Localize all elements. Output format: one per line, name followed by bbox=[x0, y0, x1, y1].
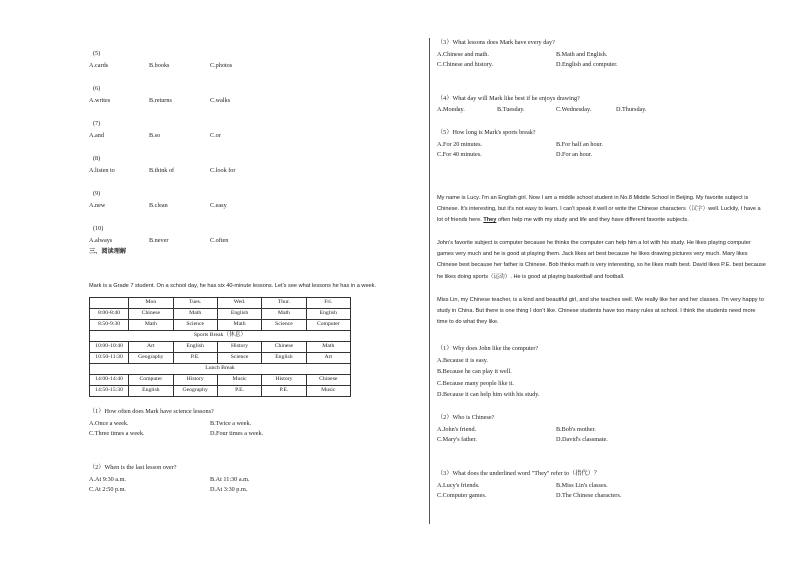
option-b: B.clean bbox=[149, 202, 168, 209]
table-cell: Chinese bbox=[306, 375, 350, 386]
column-divider bbox=[429, 38, 430, 524]
table-row bbox=[90, 342, 351, 353]
question-text: （4）What day will Mark like best if he enjoys drawing? bbox=[437, 95, 580, 102]
table-header-cell bbox=[90, 298, 129, 309]
option-a: A.writes bbox=[89, 97, 111, 104]
table-row bbox=[90, 353, 351, 364]
option-b: B.For half an hour. bbox=[556, 141, 603, 148]
table-cell: Math bbox=[173, 309, 217, 320]
break-row bbox=[90, 364, 351, 375]
question-text: （2）When is the last lesson over? bbox=[89, 464, 177, 471]
passage-paragraph: Miss Lin, my Chinese teacher, is a kind and beautiful girl, and she teaches well. We really like her and her classes. I'm very happy to study in China. But there is one thing I don't like. Chinese students have too many rules at school. I think the students need more time to do what they like. bbox=[437, 297, 764, 326]
option-b: B.Math and English. bbox=[556, 51, 608, 58]
option-d: D.David's classmate. bbox=[556, 436, 608, 443]
table-row bbox=[90, 309, 351, 320]
question-number: (8) bbox=[93, 155, 101, 162]
table-cell: Music bbox=[306, 386, 350, 397]
question-text: （3）What does the underlined word "They" refer to（指代）？ bbox=[437, 470, 600, 477]
table-cell: Science bbox=[217, 353, 261, 364]
table-cell: Geography bbox=[173, 386, 217, 397]
underlined-word: They bbox=[483, 217, 497, 224]
section-heading: 三、阅读理解 bbox=[89, 248, 127, 255]
passage-paragraph: John's favorite subject is computer because he thinks the computer can help him a lot with his study. He likes playing computer games very much and he is good at playing them. Jack likes art best because he likes drawing pictures very much. Mary likes Chinese best because her father is Chinese. Bob thinks math is very interesting, so he likes math best. David likes P.E. best because he likes doing sports（运动）. He is good at playing basketball and football. bbox=[437, 240, 766, 280]
option-a: A.Chinese and math. bbox=[437, 51, 489, 58]
question-text: （2）Who is Chinese? bbox=[437, 414, 495, 421]
option-b: B.returns bbox=[149, 97, 172, 104]
question-number: (9) bbox=[93, 190, 101, 197]
option-a: A.Once a week. bbox=[89, 420, 129, 427]
table-cell: Math bbox=[306, 342, 350, 353]
table-cell: Chinese bbox=[129, 309, 173, 320]
option-c: C.Because many people like it. bbox=[437, 380, 514, 387]
table-row bbox=[90, 386, 351, 397]
table-cell: Math bbox=[262, 309, 306, 320]
table-cell: Chinese bbox=[262, 342, 306, 353]
option-d: D.English and computer. bbox=[556, 61, 618, 68]
option-c: C.Computer games. bbox=[437, 492, 487, 499]
table-cell: English bbox=[129, 386, 173, 397]
option-b: B.Miss Lin's classes. bbox=[556, 482, 608, 489]
table-cell: Science bbox=[173, 320, 217, 331]
table-cell: Art bbox=[306, 353, 350, 364]
option-a: A.listen to bbox=[89, 167, 115, 174]
option-a: A.John's friend. bbox=[437, 426, 477, 433]
table-cell: Math bbox=[217, 320, 261, 331]
option-c: C.look for bbox=[210, 167, 236, 174]
option-d: D.For an hour. bbox=[556, 151, 593, 158]
question-text: （1）How often does Mark have science lessons? bbox=[89, 408, 214, 415]
option-b: B.Because he can play it well. bbox=[437, 368, 512, 375]
option-a: A.and bbox=[89, 132, 104, 139]
option-a: A.Monday. bbox=[437, 106, 465, 113]
question-text: （5）How long is Mark's sports break? bbox=[437, 129, 536, 136]
question-number: (10) bbox=[93, 225, 104, 232]
option-d: D.The Chinese characters. bbox=[556, 492, 622, 499]
table-cell: History bbox=[173, 375, 217, 386]
option-a: A.Because it is easy. bbox=[437, 357, 488, 364]
option-b: B.Tuesday. bbox=[497, 106, 525, 113]
table-cell: Science bbox=[262, 320, 306, 331]
option-b: B.never bbox=[149, 237, 169, 244]
option-d: D.Four times a week. bbox=[210, 430, 264, 437]
schedule-table bbox=[89, 297, 351, 397]
option-c: C.photos bbox=[210, 62, 233, 69]
option-d: D.Thursday. bbox=[616, 106, 647, 113]
option-d: D.At 3:30 p.m. bbox=[210, 486, 248, 493]
question-number: (5) bbox=[93, 50, 101, 57]
lunch-break-cell: Lunch Break bbox=[90, 364, 351, 375]
table-row bbox=[90, 320, 351, 331]
table-cell: English bbox=[217, 309, 261, 320]
time-cell: 10:00-10:40 bbox=[90, 342, 129, 353]
table-cell: Computer bbox=[129, 375, 173, 386]
option-c: C.easy bbox=[210, 202, 227, 209]
time-cell: 8:50-9:30 bbox=[90, 320, 129, 331]
option-a: A.For 20 minutes. bbox=[437, 141, 483, 148]
table-cell: English bbox=[306, 309, 350, 320]
table-cell: English bbox=[262, 353, 306, 364]
table-header-row bbox=[90, 298, 351, 309]
table-header-cell: Tues. bbox=[173, 298, 217, 309]
option-b: B.Twice a week. bbox=[210, 420, 252, 427]
option-a: A.Lucy's friends. bbox=[437, 482, 480, 489]
question-number: (6) bbox=[93, 85, 101, 92]
table-cell: English bbox=[173, 342, 217, 353]
option-b: B.think of bbox=[149, 167, 175, 174]
option-b: B.books bbox=[149, 62, 170, 69]
option-a: A.cards bbox=[89, 62, 109, 69]
passage-paragraph bbox=[437, 193, 767, 227]
table-cell: Geography bbox=[129, 353, 173, 364]
time-cell: 10:50-11:30 bbox=[90, 353, 129, 364]
option-c: C.At 2:50 p.m. bbox=[89, 486, 126, 493]
table-cell: P.E. bbox=[173, 353, 217, 364]
option-a: A.At 9:30 a.m. bbox=[89, 476, 126, 483]
table-cell: P.E. bbox=[262, 386, 306, 397]
table-header-cell: Wed. bbox=[217, 298, 261, 309]
option-c: C.often bbox=[210, 237, 229, 244]
option-d: D.Because it can help him with his study. bbox=[437, 391, 540, 398]
option-b: B.At 11:30 a.m. bbox=[210, 476, 250, 483]
option-a: A.always bbox=[89, 237, 113, 244]
option-c: C.Three times a week. bbox=[89, 430, 145, 437]
table-cell: Math bbox=[129, 320, 173, 331]
time-cell: 14:00-14:40 bbox=[90, 375, 129, 386]
option-c: C.Chinese and history. bbox=[437, 61, 493, 68]
option-c: C.For 40 minutes. bbox=[437, 151, 482, 158]
time-cell: 14:50-15:30 bbox=[90, 386, 129, 397]
passage-text: My name is Lucy. I'm an English girl. Now I am a middle school student in No.8 Middle School in Beijing. My favorite subject is Chinese. It's interesting, but it's not easy to learn. I can't speak it well or write the Chinese characters（汉字）well. Luckily, I have a lot of friends here. bbox=[437, 195, 761, 224]
question-text: （3）What lessons does Mark have every day? bbox=[437, 39, 555, 46]
break-row bbox=[90, 331, 351, 342]
passage-text: often help me with my study and life and they have different favorite subjects. bbox=[496, 217, 689, 224]
option-a: A.new bbox=[89, 202, 106, 209]
option-c: C.Mary's father. bbox=[437, 436, 477, 443]
option-c: C.or bbox=[210, 132, 221, 139]
table-cell: History bbox=[262, 375, 306, 386]
table-header-cell: Thur. bbox=[262, 298, 306, 309]
sports-break-cell: Sports Break（休息） bbox=[90, 331, 351, 342]
table-cell: History bbox=[217, 342, 261, 353]
table-cell: Computer bbox=[306, 320, 350, 331]
question-number: (7) bbox=[93, 120, 101, 127]
passage-intro: Mark is a Grade 7 student. On a school day, he has six 40-minute lessons. Let's see what lessons he has in a week. bbox=[89, 283, 377, 289]
table-cell: Art bbox=[129, 342, 173, 353]
option-c: C.Wednesday. bbox=[556, 106, 592, 113]
option-b: B.Bob's mother. bbox=[556, 426, 596, 433]
table-cell: P.E. bbox=[217, 386, 261, 397]
option-b: B.so bbox=[149, 132, 161, 139]
table-header-cell: Fri. bbox=[306, 298, 350, 309]
question-text: （1）Why does John like the computer? bbox=[437, 345, 539, 352]
table-row bbox=[90, 375, 351, 386]
time-cell: 8:00-8:40 bbox=[90, 309, 129, 320]
table-cell: Music bbox=[217, 375, 261, 386]
table-header-cell: Mon bbox=[129, 298, 173, 309]
option-c: C.walks bbox=[210, 97, 231, 104]
